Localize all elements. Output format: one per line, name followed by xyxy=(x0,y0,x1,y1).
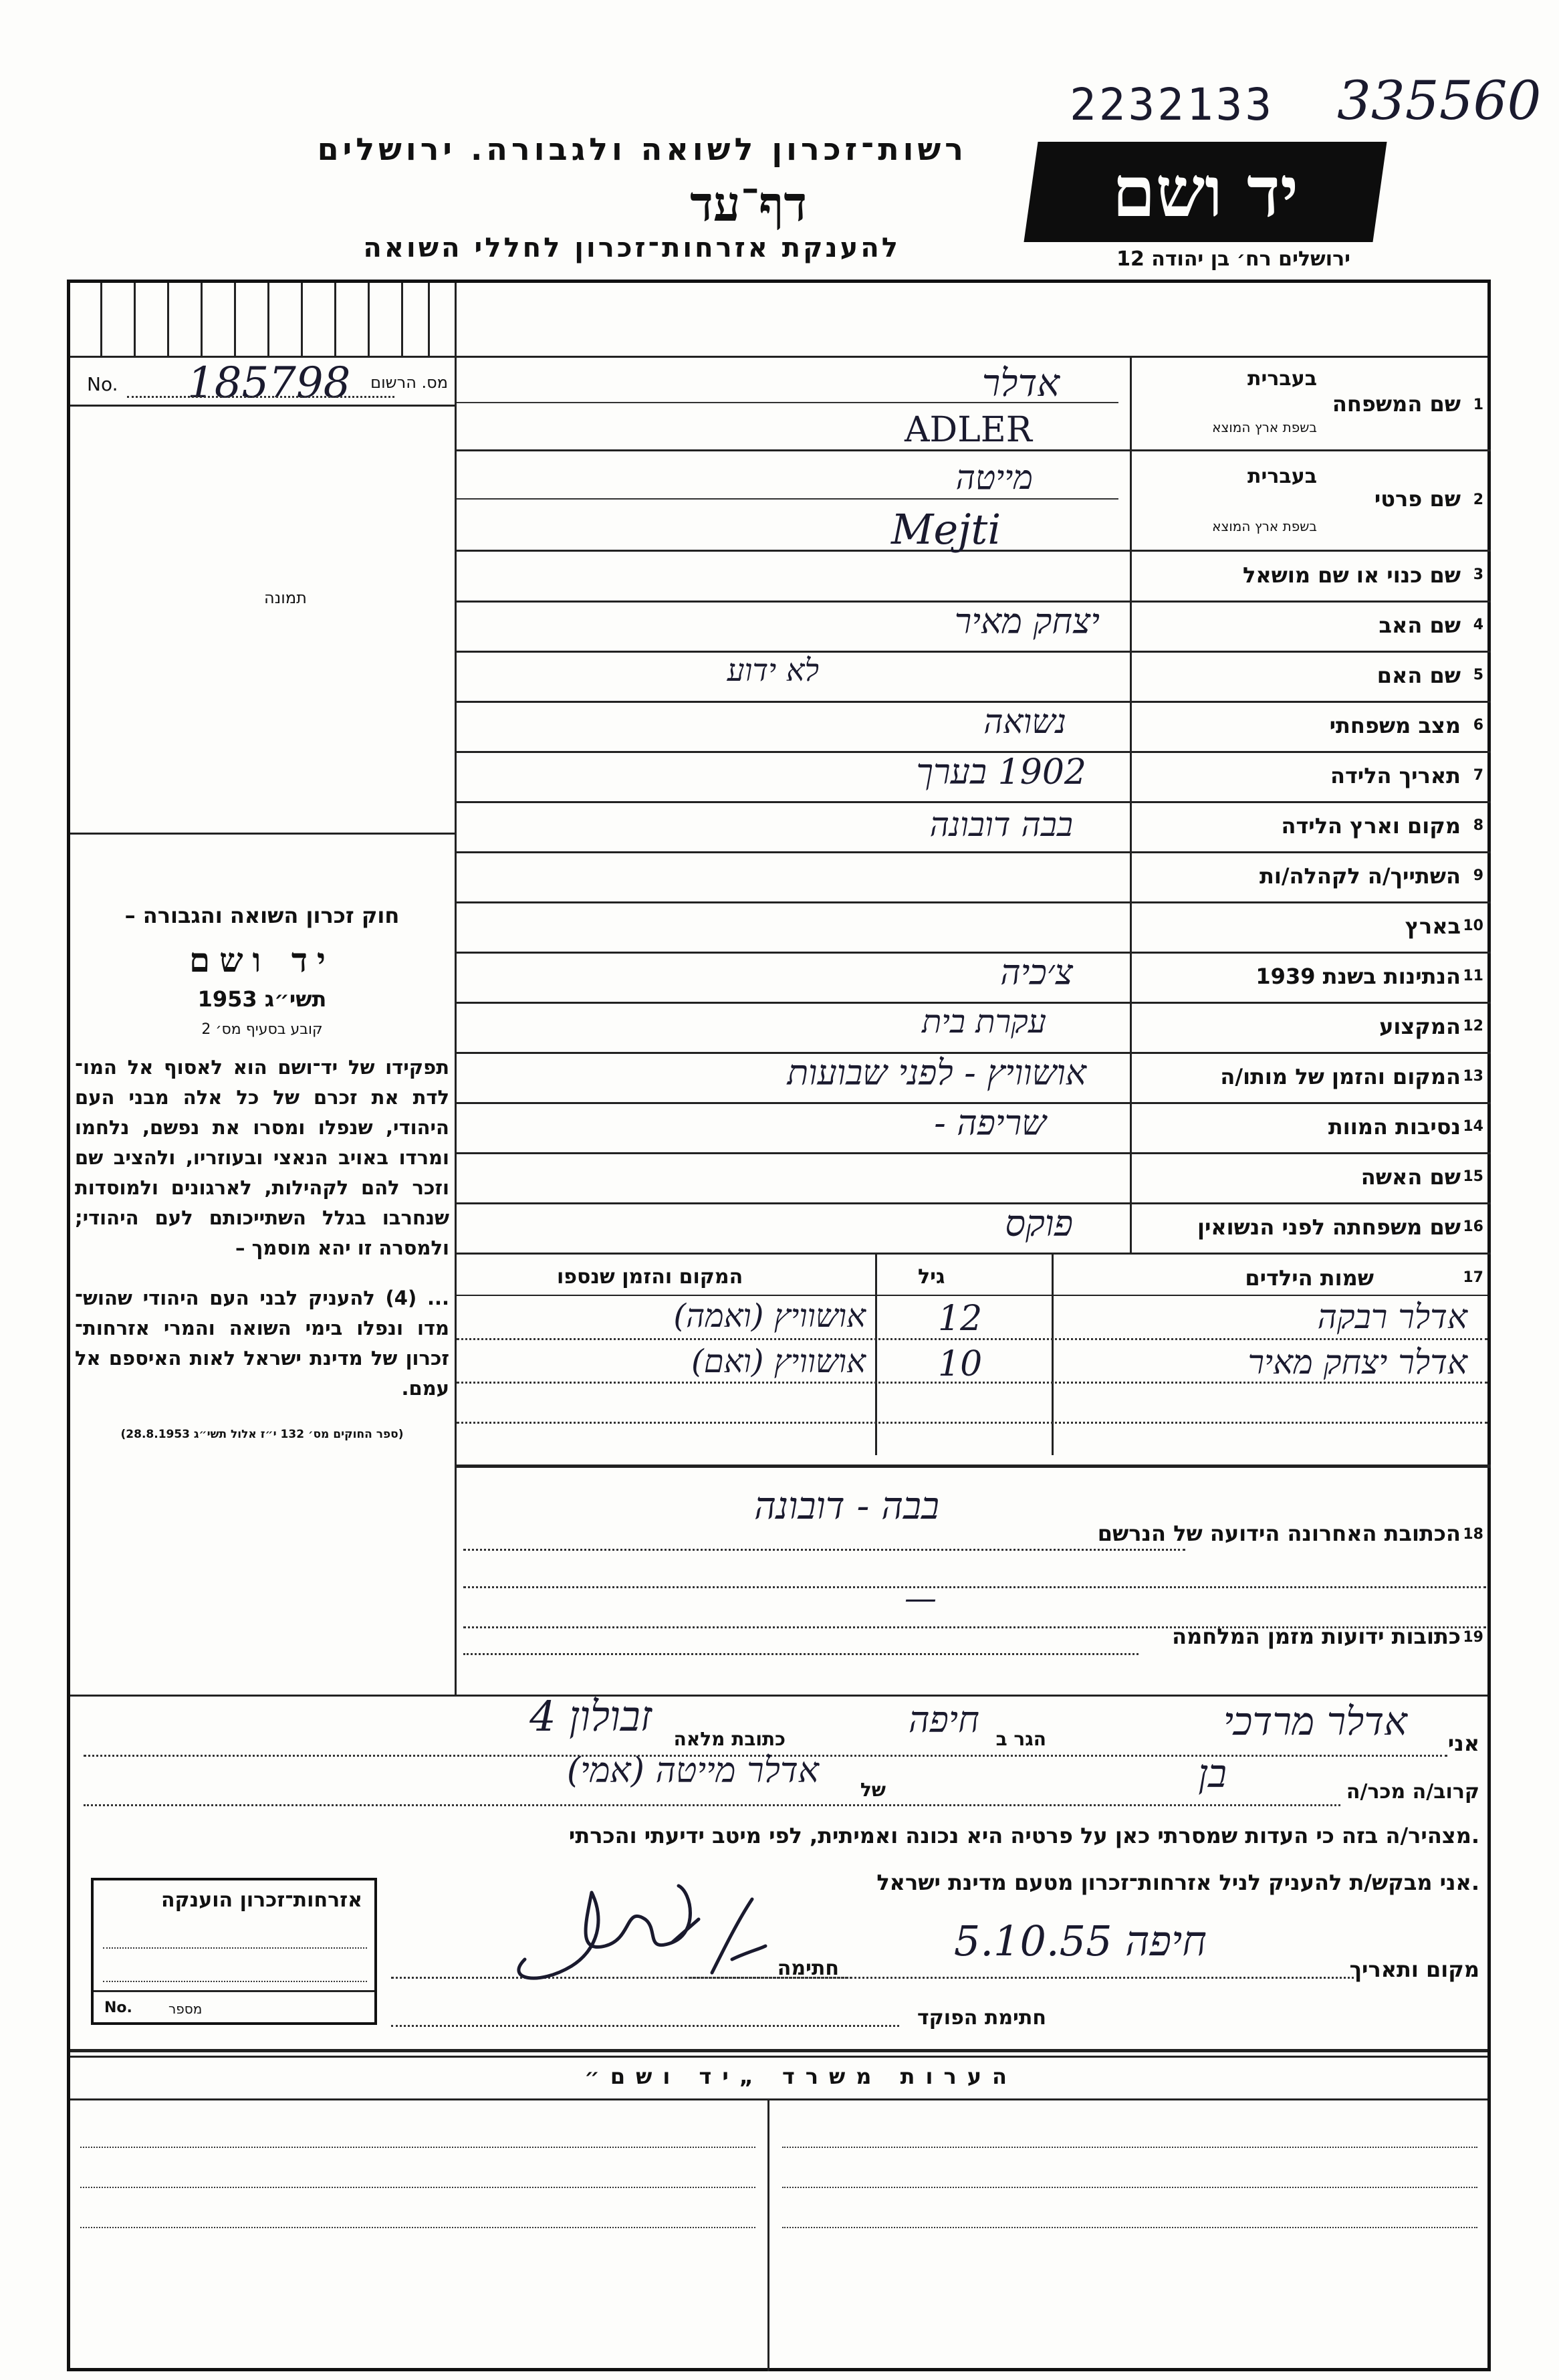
place-date-value: חיפה 5.10.55 xyxy=(953,1917,1207,1965)
field-number: 16 xyxy=(1463,1218,1483,1235)
field-label-death-place-time: המקום והזמן של מותו/ה xyxy=(1220,1064,1461,1089)
official-signature-label: חתימת הפוקד xyxy=(917,2006,1046,2030)
declaration-statement: מצהיר/ה בזה כי העדות שמסרתי כאן על פרטיה היא נכונה ואמיתית, לפי מיטב ידיעתי והכרתי. xyxy=(568,1823,1479,1848)
father-name-value: יצחק מאיר xyxy=(954,602,1100,642)
form-subtitle: להענקת אזרחות־זכרון לחללי השואה xyxy=(363,233,901,263)
field-number: 4 xyxy=(1473,617,1483,633)
citizenship-no-label: No. xyxy=(104,1999,132,2016)
field-label-occupation: המקצוע xyxy=(1379,1014,1461,1039)
field-row-15 xyxy=(457,1154,1487,1202)
child-place: אושוויץ (ואמה) xyxy=(673,1297,866,1335)
birth-date-value: 1902 בערך xyxy=(916,752,1086,792)
maiden-name-value: פוקס xyxy=(1005,1202,1073,1245)
children-col-names: שמות הילדים xyxy=(1245,1265,1374,1291)
field-row-8 xyxy=(457,802,1487,851)
field-number: 12 xyxy=(1463,1018,1483,1035)
field-label-community: השתייך/ה לקהלה/ות xyxy=(1259,863,1461,889)
field-row-2 xyxy=(457,451,1487,554)
field-number: 6 xyxy=(1473,717,1483,734)
field-row-11 xyxy=(457,953,1487,1001)
first-name-hebrew: מייטה xyxy=(955,458,1033,497)
field-label-birth-place: מקום וארץ הלידה xyxy=(1281,813,1461,839)
signature-label: חתימה xyxy=(777,1957,839,1980)
child-age: 12 xyxy=(938,1299,983,1339)
field-row-9 xyxy=(457,853,1487,901)
death-place-time-value: אושוויץ - לפני שבועות xyxy=(787,1053,1086,1093)
wartime-address-value: — xyxy=(905,1580,937,1617)
law-paragraph-1: תפקידו של יד־ושם הוא לאסוף אל המו־ לדת את זכרם של כל אלה מבני העם היהודי, שנפלו ומסרו את נפשם, נלחמו ומרדו באויב הנאצי ובעוזריו, ולהציב שם וזכר להם לקהילות, לארגונים ולמוסדות שנחרבו בגלל השתייכותם לעם היהודי; ולמסרה זו יהא מוסמך – xyxy=(75,1056,449,1259)
remarks-title: הערות משרד „יד ושם״ xyxy=(584,2064,1017,2089)
relative-name-value: אדלר מייטה (אמי) xyxy=(566,1751,819,1791)
field-label-marital-status: מצב משפחתי xyxy=(1329,713,1461,738)
field-row-3 xyxy=(457,552,1487,600)
field-label-citizenship-1939: הנתינות בשנת 1939 xyxy=(1255,964,1461,989)
occupation-value: עקרת בית xyxy=(922,1003,1046,1041)
field-row-13 xyxy=(457,1053,1487,1101)
field-number: 15 xyxy=(1463,1168,1483,1185)
children-col-place: המקום והזמן שנספו xyxy=(557,1265,743,1289)
field-label-death-circumstances: נסיבות המוות xyxy=(1328,1114,1461,1140)
org-line: רשות־זכרון לשואה ולגבורה. ירושלים xyxy=(317,131,967,167)
citizenship-1939-value: צ׳כיה xyxy=(1000,953,1073,993)
child-place: אושוויץ (ואם) xyxy=(691,1343,866,1380)
logo-address: ירושלים רח׳ בן יהודה 12 xyxy=(1116,247,1350,271)
field-row-10 xyxy=(457,903,1487,951)
field-number: 9 xyxy=(1473,867,1483,884)
field-row-1 xyxy=(457,358,1487,448)
field-number: 10 xyxy=(1463,917,1483,934)
law-source: (ספר החוקים מס׳ 132 י״ז אלול תשי״ג 28.8.1953) xyxy=(120,1428,404,1441)
form-title: דף־עד xyxy=(690,175,807,232)
registry-row xyxy=(87,358,448,408)
field-number: 7 xyxy=(1473,767,1483,784)
of-label: של xyxy=(860,1779,886,1801)
last-address-value: בבה - דובונה xyxy=(754,1485,939,1528)
law-heading: חוק זכרון השואה והגבורה – xyxy=(124,903,400,928)
birth-place-value: בבה דובונה xyxy=(929,805,1073,844)
first-name-foreign: Mejti xyxy=(891,505,1001,554)
declaration-ani: אני xyxy=(1447,1731,1479,1756)
law-text-block xyxy=(75,903,449,1441)
declarant-name: אדלר מרדכי xyxy=(1223,1699,1407,1744)
request-statement: אני מבקש/ת להעניק לניל אזרחות־זכרון מטעם מדינת ישראל. xyxy=(876,1870,1479,1895)
citizenship-granted-box xyxy=(91,1878,377,2025)
resides-value: חיפה xyxy=(908,1699,979,1741)
child-name: אדלר יצחק מאיר xyxy=(1247,1343,1467,1382)
registry-number: 185798 xyxy=(187,358,351,408)
field-label-birth-date: תאריך הלידה xyxy=(1330,763,1461,788)
field-number: 17 xyxy=(1463,1269,1483,1286)
child-name: אדלר רבקה xyxy=(1317,1297,1467,1336)
law-name: יד ושם xyxy=(189,940,335,980)
law-paragraph-2: ... (4) להעניק לבני העם היהודי שהוש־ מדו ונפלו בימי השואה והמרי אזרחות־ זכרון של מדינת ישראל לאות האיספם אל עמם. xyxy=(75,1287,449,1400)
lang-hebrew-label: בעברית xyxy=(1247,367,1317,391)
lang-origin-label: בשפת ארץ המוצא xyxy=(1212,419,1317,435)
death-circumstances-value: שריפה - xyxy=(934,1103,1046,1144)
field-row-14 xyxy=(457,1103,1487,1152)
relation-label: קרוב/ה מכר/ה xyxy=(1346,1780,1479,1804)
field-number: 5 xyxy=(1473,667,1483,683)
last-address-label: הכתובת האחרונה הידועה של הנרשם xyxy=(1097,1521,1461,1546)
field-label-mother-name: שם האם xyxy=(1376,663,1461,688)
field-number: 8 xyxy=(1473,817,1483,834)
field-label-maiden-name: שם משפחתה לפני הנשואין xyxy=(1197,1214,1461,1240)
field-number: 11 xyxy=(1463,968,1483,984)
field-row-4 xyxy=(457,602,1487,650)
citizenship-box-title: אזרחות־זכרון הוענקה xyxy=(160,1888,362,1912)
children-col-age: גיל xyxy=(918,1265,945,1289)
child-age: 10 xyxy=(938,1344,983,1384)
field-number: 18 xyxy=(1463,1526,1483,1543)
registry-no-label: No. xyxy=(87,373,118,395)
children-table xyxy=(457,1255,1487,1462)
family-name-foreign: ADLER xyxy=(905,410,1032,450)
relation-value: בן xyxy=(1198,1751,1227,1796)
field-number: 13 xyxy=(1463,1068,1483,1085)
citizenship-number-label: מספר xyxy=(168,2001,203,2017)
last-address-section xyxy=(457,1469,1487,1689)
field-label-family-name: שם המשפחה xyxy=(1332,391,1461,417)
logo-text: יד ושם xyxy=(1112,150,1299,233)
field-number: 2 xyxy=(1473,492,1483,508)
doc-number: 2232133 xyxy=(1070,79,1275,130)
field-number: 14 xyxy=(1463,1118,1483,1135)
field-row-16 xyxy=(457,1204,1487,1252)
field-number: 19 xyxy=(1463,1629,1483,1646)
handwritten-number: 335560 xyxy=(1337,70,1542,132)
marital-status-value: נשואה xyxy=(983,702,1066,741)
field-number: 1 xyxy=(1473,397,1483,413)
lang-hebrew-label: בעברית xyxy=(1247,465,1317,488)
field-label-country: בארץ xyxy=(1405,913,1461,939)
field-label-wife-name: שם האשה xyxy=(1360,1164,1461,1190)
resides-label: הגר ב xyxy=(995,1728,1046,1750)
field-label-first-name: שם פרטי xyxy=(1374,486,1461,512)
remarks-divider xyxy=(767,2098,769,2371)
registry-label: מס. הרשום xyxy=(370,373,448,392)
place-date-label: מקום ותאריך xyxy=(1349,1957,1479,1982)
field-row-7 xyxy=(457,752,1487,800)
field-number: 3 xyxy=(1473,566,1483,583)
full-address-value: זבולון 4 xyxy=(529,1692,652,1741)
law-clause: קובע בסעיף מס׳ 2 xyxy=(201,1021,323,1038)
wartime-address-label: כתובות ידועות מזמן המלחמה xyxy=(1172,1624,1461,1649)
law-year: תשי״ג 1953 xyxy=(197,986,327,1012)
declarant-signature xyxy=(498,1879,779,1993)
yad-vashem-logo xyxy=(1024,142,1387,242)
field-label-father-name: שם האב xyxy=(1378,613,1461,638)
field-row-5 xyxy=(457,652,1487,700)
field-label-nickname: שם כנוי או שם מושאל xyxy=(1242,562,1461,588)
field-row-6 xyxy=(457,702,1487,750)
full-address-label: כתובת מלאה xyxy=(673,1728,786,1750)
family-name-hebrew: אדלר xyxy=(981,362,1060,405)
field-row-12 xyxy=(457,1003,1487,1051)
lang-origin-label: בשפת ארץ המוצא xyxy=(1212,518,1317,534)
photo-label: תמונה xyxy=(264,588,307,607)
mother-name-value: לא ידוע xyxy=(727,652,819,688)
